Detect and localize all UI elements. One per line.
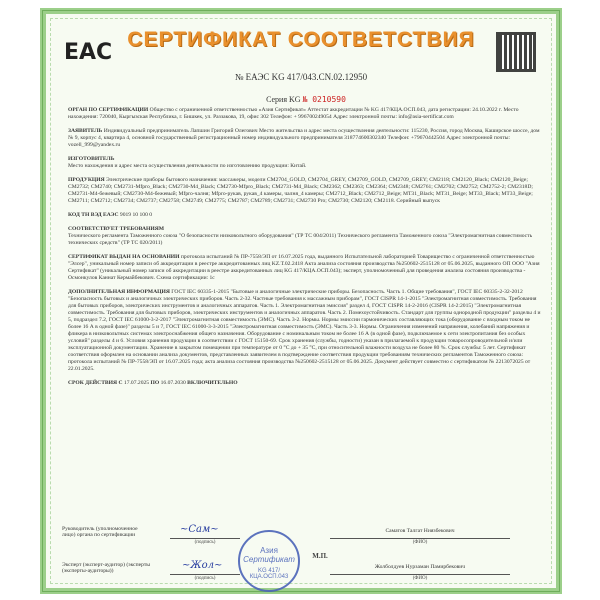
product-section <box>68 177 544 205</box>
applicant-section <box>68 128 544 149</box>
stamp-line-3: KG 417/КЦА.ОСП.043 <box>249 568 289 580</box>
applicant-heading: ЗАЯВИТЕЛЬ <box>68 128 103 134</box>
certificate-title: СЕРТИФИКАТ СООТВЕТСТВИЯ <box>127 28 475 51</box>
stamp-line-1: Азия <box>260 546 278 555</box>
head-sign-line <box>170 538 240 539</box>
additional-heading: ДОПОЛНИТЕЛЬНАЯ ИНФОРМАЦИЯ <box>68 289 170 295</box>
validity-to-label: ПО <box>150 380 160 386</box>
expert-label: Эксперт (эксперт-аудитор) (эксперты (эксперты-аудиторы)) <box>62 562 151 574</box>
requirements-text: Технического регламента Таможенного союза "О безопасности низковольтного оборудования" (ТР ТС 004/2011) Технического регламента Таможенного союза "Электромагнитная совместимость технических средств" (ТР ТС 020/2011) <box>68 233 533 246</box>
serial-label: Серия KG <box>266 95 301 104</box>
expert-sign-line <box>170 574 240 575</box>
tnved-heading: КОД ТН ВЭД ЕАЭС <box>68 212 119 218</box>
head-name: Саматов Талгат Ниязбекович <box>385 528 455 534</box>
manufacturer-section <box>68 156 544 170</box>
product-text: Электрические приборы бытового назначения: массажеры, модели CM2704_GOLD, CM2704_GREY, CM2709_GOLD, CM2709_GREY; CM2118; CM2120_Black; CM2120_Beige; CM2732; CM2740; CM2731-Мfpro_Black; CM2730-M4_Black; CM2730-Mfpro_Black; CM2731-M4_Black; CM2362; CM2363; CM2364; CM2348; CM2761; CM2702; CM2752; CM2752-2; CM2318D; CM2731-M4-бежевый; CM2730-M4-бежевый; Mfpro-чалня; Mfpro-рукав, рукав_4 камеры, чалня_4 камеры; CM2712_Black; CM2712_Beige; MT31_Black; MT31_Beige; MT33_Black; MT33_Beige; CM2711; CM2712; CM2734; CM2737; CM2758; CM2749; CM2775; CM2787; CM2789; CM2731; CM2730 Pro; CM2730; CM2120; CM2118. Серийный выпуск <box>68 177 533 204</box>
serial-number <box>68 96 544 103</box>
requirements-section <box>68 226 544 247</box>
additional-text: ГОСТ IEC 60335-1-2015 "Бытовые и аналогичные электрические приборы. Безопасность. Часть 1. Общие требования", ГОСТ IEC 60335-2-32-2012 "Безопасность бытовых и аналогичных электрических приборов. Часть 2-32. Частные требования к массажным приборам", ГОСТ CISPR 14-1-2015 "Электромагнитная совместимость. Требования для бытовых приборов, электрических инструментов и аналогичных аппаратов. Часть 1. Электромагнитная эмиссия" раздел 4, ГОСТ CISPR 14-2-2016 (CISPR 14-2:2015) "Электромагнитная совместимость. Требования для бытовых приборов, электрических инструментов и аналогичных аппаратов. Часть 2. Помехоустойчивость. Стандарт для группы однородной продукции" разделы 4 и 5, подраздел 7.2, ГОСТ IEC 61000-3-2-2017 "Электромагнитная совместимость (ЭМС). Часть 3-2. Нормы. Нормы эмиссии гармонических составляющих тока (оборудование с входным током не более 16 А в одной фазе)" разделы 5 и 7, ГОСТ IEC 61000-3-3-2015 "Электромагнитная совместимость (ЭМС). Часть 3-3. Нормы. Ограничения изменений напряжения, колебаний напряжения и фликера в низковольтных системах электроснабжения общего назначения. Оборудование с номинальным током не более 16 А (в одной фазе), подключаемое к сети электропитания без особых условий" разделы 4 и 6. Условия хранения продукции в соответствии с ГОСТ 15150-69. Срок хранения (службы, годности) указан в прилагаемой к продукции товаросопроводительной и/или эксплуатационной документации. Хранение в закрытом помещении при температуре от 0 °C до + 35 °C, при относительной влажности воздуха не более 80 %. Срок службы: 5 лет. Сертификат соответствия оформлен на основании анализа документов, представленных заявителем в подтверждение соответствия продукции требованиям технических регламентов Таможенного союза: протокола испытаний № ПР-7558/ЭП от 16.07.2025 года; акта анализа состояния производства №250602-2515128 от 05.06.2025. Документ действует совместно с сертификатом № 2213072025 от 22.01.2025. <box>68 289 541 372</box>
expert-fio-caption: (ФИО) <box>412 576 428 581</box>
manufacturer-heading: ИЗГОТОВИТЕЛЬ <box>68 156 115 162</box>
validity-inclusive: ВКЛЮЧИТЕЛЬНО <box>187 380 238 386</box>
organ-text: Общество с ограниченной ответственностью «Азия Сертификат» Аттестат аккредитации № KG 417/КЦА.ОСП.043, дата регистрации: 24.10.2022 г. Место нахождения: 720040, Кыргызская Республика, г. Бишкек, ул. Раззакова, 19, офис 302 Телефон: + 996700249054 Адрес электронной почты: info@asia-sertificat.com <box>68 107 519 120</box>
organ-heading: ОРГАН ПО СЕРТИФИКАЦИИ <box>68 107 149 113</box>
certificate-body <box>68 96 544 394</box>
tnved-code: 9019 10 100 0 <box>119 212 153 218</box>
registration-number: № ЕАЭС KG 417/043.CN.02.12950 <box>234 72 368 82</box>
validity-from: 17.07.2025 <box>123 380 150 386</box>
validity-heading: СРОК ДЕЙСТВИЯ С <box>68 380 123 386</box>
product-heading: ПРОДУКЦИЯ <box>68 177 105 183</box>
organ-section <box>68 107 544 121</box>
requirements-heading: СООТВЕТСТВУЕТ ТРЕБОВАНИЯМ <box>68 226 165 232</box>
expert-name-line <box>330 574 510 575</box>
basis-section <box>68 254 544 282</box>
head-label: Руководитель (уполномоченное лицо) органа по сертификации <box>62 526 138 538</box>
certification-stamp <box>238 530 300 592</box>
validity-section <box>68 380 544 387</box>
serial-value: № 0210590 <box>302 95 346 104</box>
applicant-text: Индивидуальный предприниматель Лапшин Григорий Олегович Место жительства и адрес места осуществления деятельности: 115230, Россия, город Москва, Каширское шоссе, дом № 9, корпус 4, квартира 4, основной государственный регистрационный номер индивидуального предпринимателя 318774600302340 Телефон: +79670442504 Адрес электронной почты: vozell_999@yandex.ru <box>68 128 540 148</box>
expert-sign-caption: (подпись) <box>194 576 216 581</box>
manufacturer-text: Место нахождения и адрес места осуществления деятельности по изготовлению продукции: Китай. <box>68 163 307 169</box>
validity-to: 16.07.2030 <box>160 380 186 386</box>
head-sign-caption: (подпись) <box>194 540 216 545</box>
expert-name: Жолболдуев Нурзаман Памирбекович <box>374 564 466 570</box>
head-fio-caption: (ФИО) <box>412 540 428 545</box>
tnved-section <box>68 212 544 219</box>
head-name-line <box>330 538 510 539</box>
expert-signature: ~Жол~ <box>182 560 223 571</box>
eac-logo: EAC <box>64 40 113 65</box>
mp-mark: М.П. <box>312 552 328 560</box>
additional-section <box>68 289 544 373</box>
head-signature: ~Сам~ <box>180 524 219 535</box>
stamp-line-2: Сертификат <box>243 555 295 564</box>
certificate-sheet <box>40 8 562 594</box>
basis-text: протокола испытаний № ПР-7558/ЭП от 16.07.2025 года, выданного Испытательной лабораторией Товарищество с ограниченной ответственностью "Элсер", уникальный номер записи об аккредитации в реестре аккредитованных лиц KZ.Т.02.2418 Акта анализа состояния производства №250602-2515128 от 05.06.2025, выданного ОП ООО "Азия Сертификат" (уникальный номер записи об аккредитации в реестре аккредитованных лиц KG 417/КЦА.ОСП.043); эксперт, уполномоченный для проведения анализа состояния производства - Осмонкулов Каннат Кермайбекович. Схема сертификации: 1с <box>68 254 540 281</box>
qr-code-icon <box>496 32 536 72</box>
basis-heading: СЕРТИФИКАТ ВЫДАН НА ОСНОВАНИИ <box>68 254 180 260</box>
